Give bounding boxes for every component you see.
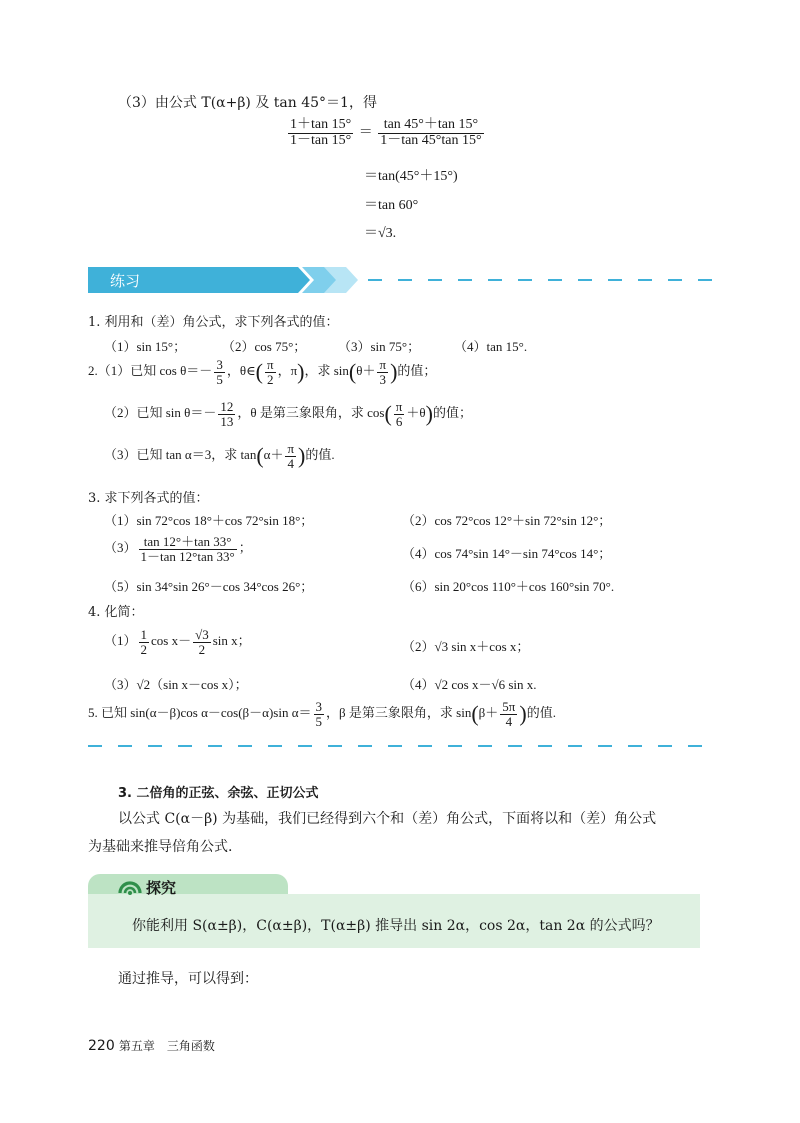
divider-dash [488,279,502,281]
divider-dash [328,745,342,747]
practice-banner [88,267,358,293]
q1-part-1: （1）sin 15°； [104,339,187,354]
divider-dash [358,745,372,747]
divider-dash [628,745,642,747]
example-step-4: ＝√3. [364,226,397,241]
example-intro: （3）由公式 T(α+β) 及 tan 45°＝1，得 [118,95,377,111]
q3-part-6: （6）sin 20°cos 110°＋cos 160°sin 70°. [402,579,615,594]
practice-top-divider [368,279,700,281]
q5-text: 5. 已知 sin(α－β)cos α－cos(β－α)sin α＝ $\frac{3}{5}$ ，β 是第三象限角，求 sin(β＋ $\frac{5\pi}{4}$ )的值. [88,699,556,729]
footer [88,1037,215,1054]
divider-dash [428,279,442,281]
chapter-label: 第五章 三角函数 [118,1039,215,1053]
divider-dash [268,745,282,747]
q4-text: 4. 化简： [88,605,144,620]
divider-dash [448,745,462,747]
q2-part-3: （3）已知 tan α＝3，求 tan(α＋ $\frac{\pi}{4}$ )的值. [104,441,335,471]
divider-dash [88,745,102,747]
q3-part-2: （2）cos 72°cos 12°＋sin 72°sin 12°； [402,513,612,528]
divider-dash [538,745,552,747]
q2-part-1: 2.（1）已知 cos θ＝－ $\frac{3}{5}$ ，θ∈( $\frac{\pi}{2}$ ，π)，求 sin(θ＋ $\frac{\pi}{3}$ )的值； [88,357,437,387]
page-number: 220 [88,1038,115,1054]
divider-dash [608,279,622,281]
q3-part-1: （1）sin 72°cos 18°＋cos 72°sin 18°； [104,513,314,528]
divider-dash [118,745,132,747]
divider-dash [568,745,582,747]
practice-bottom-divider [88,745,700,747]
explore-icon [118,877,142,901]
explore-box [88,874,700,948]
q1-part-3: （3）sin 75°； [338,339,421,354]
example-step-2: ＝tan(45°＋15°) [364,169,458,184]
divider-dash [178,745,192,747]
q4-part-4: （4）√2 cos x－√6 sin x. [402,677,537,692]
q3-text: 3. 求下列各式的值： [88,491,209,506]
divider-dash [208,745,222,747]
divider-dash [388,745,402,747]
divider-dash [638,279,652,281]
section-heading: 3. 二倍角的正弦、余弦、正切公式 [118,786,319,801]
q4-part-2: （2）√3 sin x＋cos x； [402,639,530,654]
divider-dash [238,745,252,747]
divider-dash [658,745,672,747]
explore-title: 探究 [146,879,177,897]
example-equation-1: $\frac{1+\tan 15^\circ}{1-\tan 15^\circ}$ ＝ $\frac{\tan 45^\circ+\tan 15^\circ}{1-\tan 45^\circ\tan 15^\circ}$ [290,117,482,148]
divider-dash [298,745,312,747]
q3-part-4: （4）cos 74°sin 14°－sin 74°cos 14°； [402,546,612,561]
example-step-3: ＝tan 60° [364,198,419,213]
q3-part-5: （5）sin 34°sin 26°－cos 34°cos 26°； [104,579,314,594]
divider-dash [478,745,492,747]
divider-dash [508,745,522,747]
section-para-2: 为基础来推导倍角公式. [88,839,233,855]
q3-part-3: （3） $\frac{\tan 12^\circ+\tan 33^\circ}{1-\tan 12^\circ\tan 33^\circ}$ ； [104,534,252,564]
practice-title: 练习 [110,272,141,290]
divider-dash [518,279,532,281]
divider-dash [698,279,712,281]
q1-text: 1. 利用和（差）角公式，求下列各式的值： [88,315,339,330]
divider-dash [398,279,412,281]
divider-dash [598,745,612,747]
q4-part-1: （1） $\frac{1}{2}$ cos x－ $\frac{√3}{2}$ sin x； [104,627,251,657]
q1-part-4: （4）tan 15°. [454,339,528,354]
divider-dash [368,279,382,281]
q1-part-2: （2）cos 75°； [222,339,307,354]
divider-dash [418,745,432,747]
after-text: 通过推导，可以得到： [118,971,258,987]
explore-text: 你能利用 S(α±β)，C(α±β)，T(α±β) 推导出 sin 2α，cos 2α，tan 2α 的公式吗？ [132,918,660,934]
divider-dash [548,279,562,281]
divider-dash [668,279,682,281]
divider-dash [458,279,472,281]
divider-dash [578,279,592,281]
divider-dash [148,745,162,747]
section-para-1: 以公式 C(α－β) 为基础，我们已经得到六个和（差）角公式，下面将以和（差）角公式 [118,811,657,827]
q4-part-3: （3）√2（sin x－cos x）； [104,677,248,692]
divider-dash [688,745,702,747]
q2-part-2: （2）已知 sin θ＝－ $\frac{12}{13}$ ，θ 是第三象限角，求 cos( $\frac{\pi}{6}$ ＋θ)的值； [104,399,472,429]
